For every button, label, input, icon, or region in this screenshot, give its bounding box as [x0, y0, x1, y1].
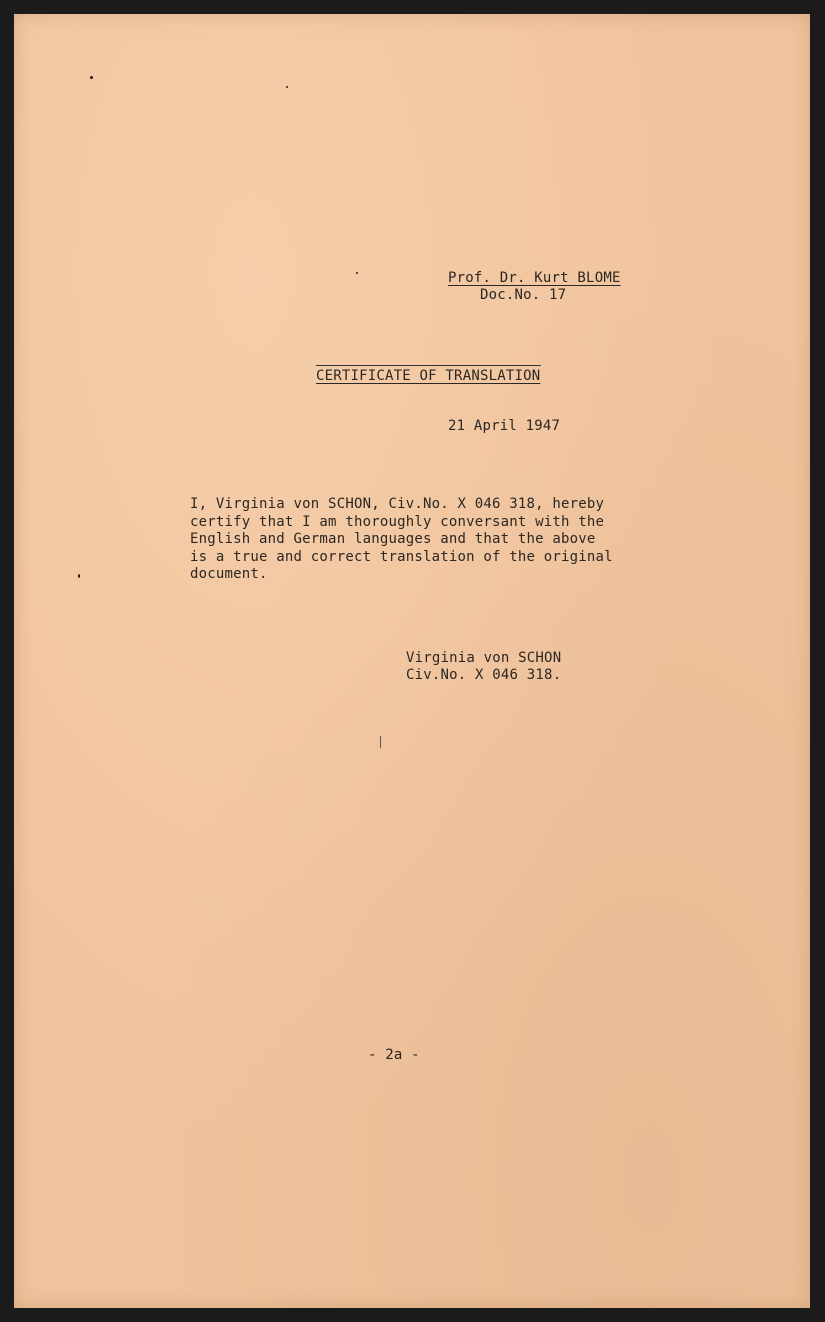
- title-overline: [316, 365, 541, 366]
- body-line: I, Virginia von SCHON, Civ.No. X 046 318, hereby: [190, 496, 605, 512]
- document-title: CERTIFICATE OF TRANSLATION: [316, 368, 541, 384]
- paper-mark: [380, 736, 381, 748]
- document-page: [14, 14, 810, 1308]
- body-line: English and German languages and that the above: [190, 531, 596, 547]
- certification-paragraph: [190, 496, 613, 584]
- author-line: Prof. Dr. Kurt BLOME: [448, 270, 621, 286]
- doc-number: Doc.No. 17: [480, 287, 567, 303]
- body-line: document.: [190, 566, 268, 582]
- body-line: is a true and correct translation of the original: [190, 548, 613, 565]
- paper-speck: [286, 86, 288, 88]
- document-date: 21 April 1947: [448, 418, 561, 434]
- paper-speck: [90, 76, 93, 79]
- signature-civ-number: Civ.No. X 046 318.: [406, 667, 562, 683]
- paper-speck: [78, 574, 80, 578]
- signature-name: Virginia von SCHON: [406, 650, 562, 666]
- body-line: certify that I am thoroughly conversant with the: [190, 513, 605, 530]
- paper-speck: [356, 272, 358, 274]
- page-number: - 2a -: [368, 1047, 420, 1063]
